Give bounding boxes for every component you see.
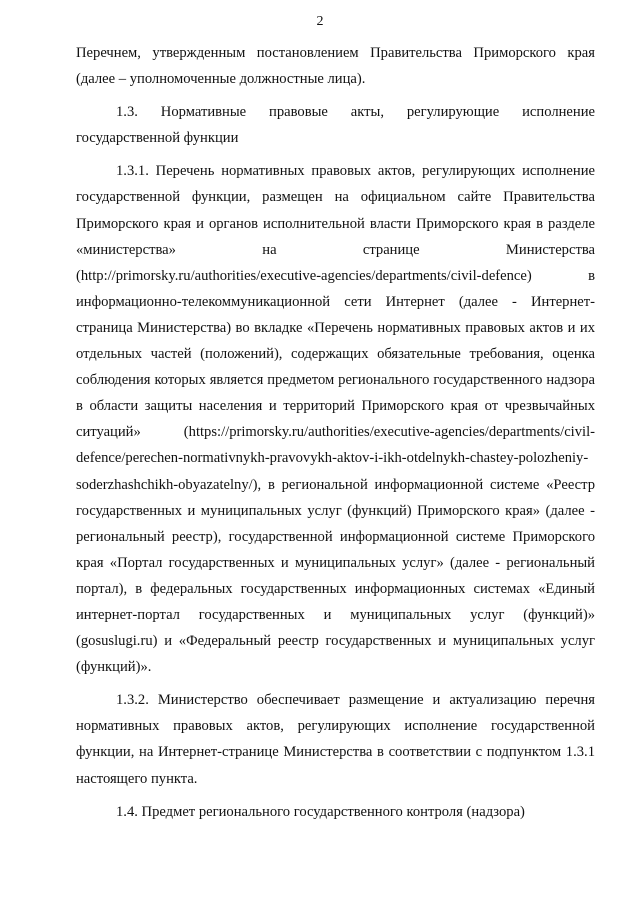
paragraph-intro-continuation: Перечнем, утвержденным постановлением Правительства Приморского края (далее – уполномоченные должностные лица). — [76, 45, 595, 88]
document-body — [76, 40, 595, 825]
page-number: 2 — [316, 14, 324, 29]
paragraph-section-1-3-2: 1.3.2. Министерство обеспечивает размещение и актуализацию перечня нормативных правовых актов, регулирующих исполнение государственной функции, на Интернет-странице Министерства в соответствии с подпунктом 1.3.1 настоящего пункта. — [76, 692, 595, 787]
paragraph-section-1-3-1: 1.3.1. Перечень нормативных правовых актов, регулирующих исполнение государственной функции, размещен на официальном сайте Правительства Приморского края и органов исполнительной власти Приморского края в разделе «министерства» на странице Министерства (http://primorsky.ru/authorities/executive-agencies/departments/civil-defence) в информационно-телекоммуникационной сети Интернет (далее - Интернет-страница Министерства) во вкладке «Перечень нормативных правовых актов и их отдельных частей (положений), содержащих обязательные требования, оценка соблюдения которых является предметом регионального государственного надзора в области защиты населения и территорий Приморского края от чрезвычайных ситуаций» (https://primorsky.ru/authorities/executive-agencies/departments/civil-defence/perechen-normativnykh-pravovykh-aktov-i-ikh-otdelnykh-chastey-polozheniy-soderzhashchikh-obyazatelny/), в региональной информационной системе «Реестр государственных и муниципальных услуг (функций) Приморского края» (далее - региональный реестр), государственной информационной системе Приморского края «Портал государственных и муниципальных услуг» (далее - региональный портал), в федеральных государственных информационных системах «Единый интернет-портал государственных и муниципальных услуг (функций)» (gosuslugi.ru) и «Федеральный реестр государственных и муниципальных услуг (функций)». — [76, 163, 595, 676]
paragraph-section-1-4: 1.4. Предмет регионального государственного контроля (надзора) — [116, 803, 525, 820]
paragraph-section-1-3: 1.3. Нормативные правовые акты, регулирующие исполнение государственной функции — [76, 104, 595, 147]
